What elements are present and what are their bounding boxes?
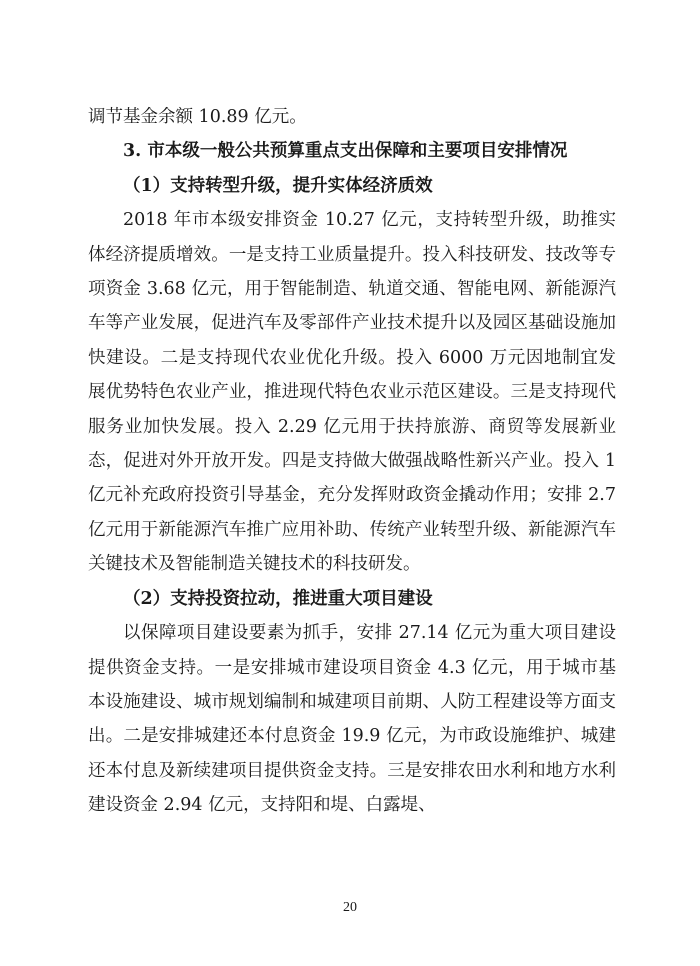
section-heading: 3. 市本级一般公共预算重点支出保障和主要项目安排情况 — [123, 141, 568, 162]
subsection-heading-1: （1）支持转型升级，提升实体经济质效 — [123, 175, 433, 196]
body-text — [88, 100, 616, 823]
subsection-heading-2: （2）支持投资拉动，推进重大项目建设 — [123, 588, 433, 609]
paragraph-2: 以保障项目建设要素为抓手，安排 27.14 亿元为重大项目建设提供资金支持。一是安排城市建设项目资金 4.3 亿元，用于城市基本设施建设、城市规划编制和城建项目前期、人防工程建设等方面支出。二是安排城建还本付息资金 19.9 亿元，为市政设施维护、城建还本付息及新续建项目提供资金支持。三是安排农田水利和地方水利建设资金 2.94 亿元，支持阳和堤、白露堤、 — [88, 623, 616, 816]
paragraph-1: 2018 年市本级安排资金 10.27 亿元，支持转型升级，助推实体经济提质增效。一是支持工业质量提升。投入科技研发、技改等专项资金 3.68 亿元，用于智能制造、轨道交通、智能电网、新能源汽车等产业发展，促进汽车及零部件产业技术提升以及园区基础设施加快建设。二是支持现代农业优化升级。投入 6000 万元因地制宜发展优势特色农业产业，推进现代特色农业示范区建设。三是支持现代服务业加快发展。投入 2.29 亿元用于扶持旅游、商贸等发展新业态，促进对外开放开发。四是支持做大做强战略性新兴产业。投入 1 亿元补充政府投资引导基金，充分发挥财政资金撬动作用；安排 2.7 亿元用于新能源汽车推广应用补助、传统产业转型升级、新能源汽车关键技术及智能制造关键技术的科技研发。 — [88, 210, 616, 575]
page-number: 20 — [343, 900, 357, 915]
continuation-line: 调节基金余额 10.89 亿元。 — [88, 107, 307, 127]
